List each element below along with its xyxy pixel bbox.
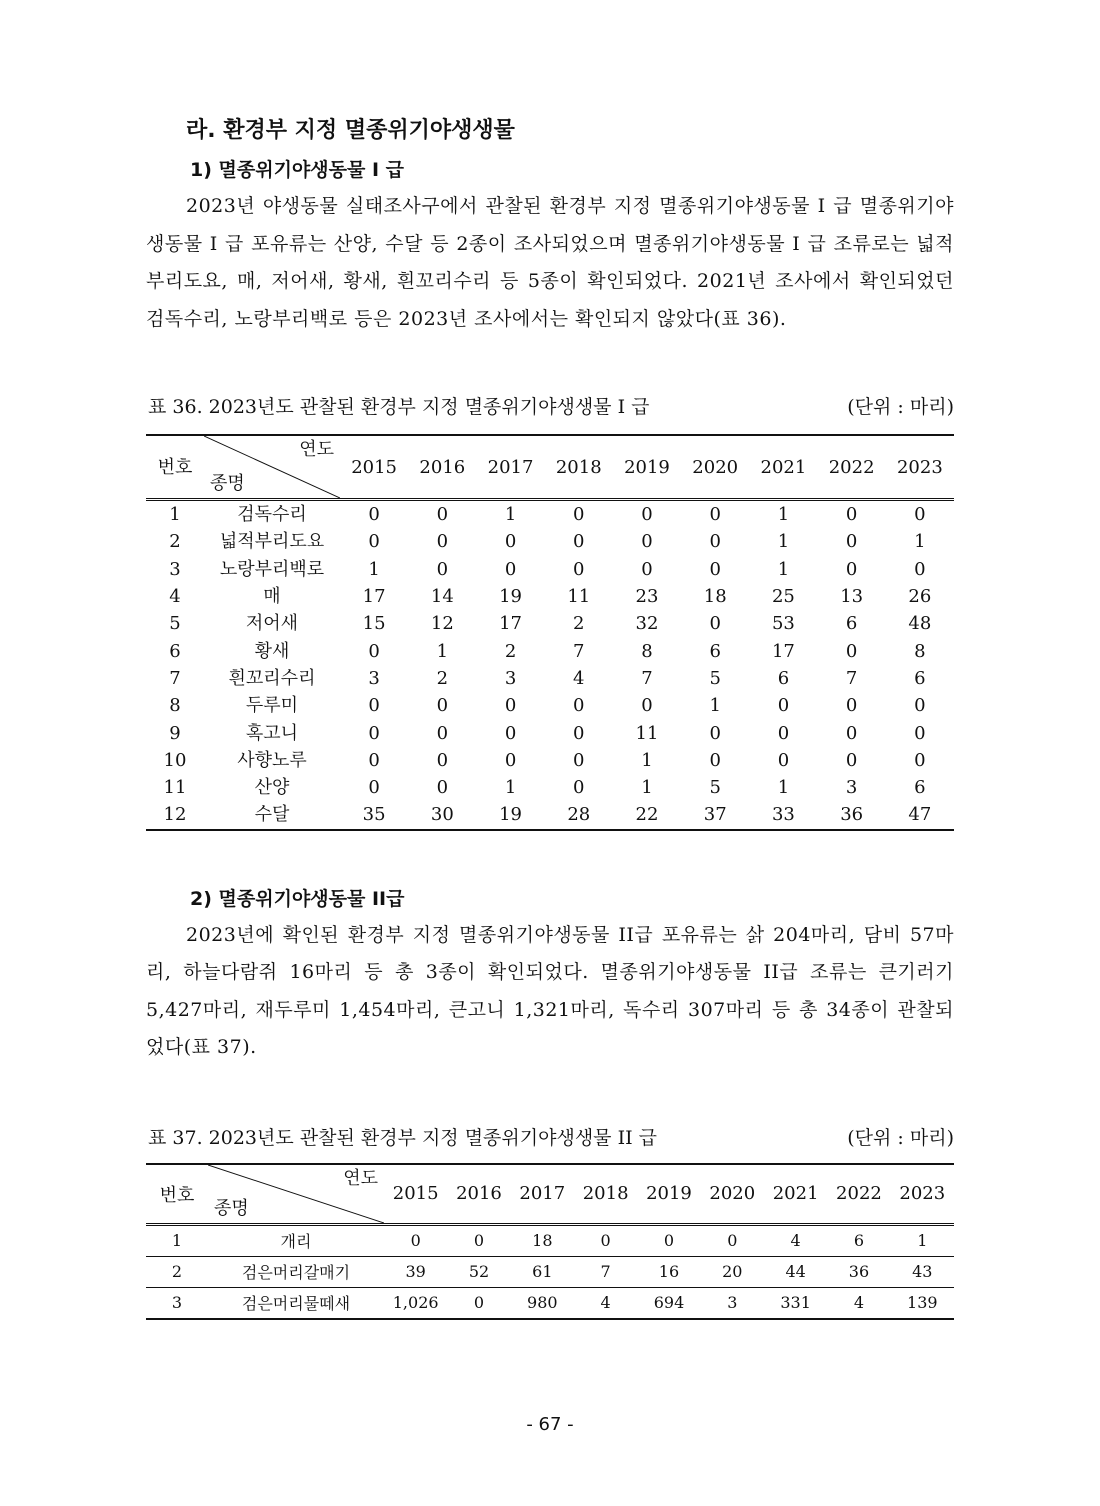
- count-cell: 0: [368, 640, 380, 662]
- count-cell: 0: [709, 558, 721, 580]
- count-cell: 3: [368, 667, 380, 689]
- count-cell: 53: [771, 613, 795, 635]
- count-cell: 1: [709, 695, 721, 717]
- table36-caption: 표 36. 2023년도 관찰된 환경부 지정 멸종위기야생생물 I 급: [148, 396, 650, 418]
- table36-col-year: 연도: [299, 439, 334, 460]
- count-cell: 20: [722, 1262, 743, 1282]
- count-cell: 52: [468, 1262, 490, 1282]
- table37-year-header: 2020: [709, 1183, 756, 1205]
- count-cell: 3: [727, 1293, 738, 1313]
- count-cell: 18: [703, 586, 727, 608]
- table-row: [146, 500, 954, 529]
- count-cell: 6: [777, 667, 790, 689]
- table36-year-header: 2017: [487, 456, 534, 478]
- count-cell: 5: [709, 777, 721, 799]
- count-cell: 6: [709, 640, 721, 662]
- count-cell: 0: [573, 504, 585, 526]
- count-cell: 4: [853, 1293, 865, 1313]
- table37-body: [146, 1224, 954, 1319]
- count-cell: 30: [430, 804, 454, 826]
- count-cell: 0: [573, 722, 585, 744]
- count-cell: 1: [777, 777, 790, 799]
- table-row: [146, 556, 954, 583]
- count-cell: 1: [504, 504, 517, 526]
- count-cell: 11: [567, 586, 591, 608]
- table-row: [146, 774, 954, 801]
- count-cell: 1: [777, 504, 790, 526]
- row-number: 12: [163, 804, 187, 826]
- table37-diagonal-header: [208, 1164, 384, 1225]
- count-cell: 980: [527, 1293, 558, 1313]
- count-cell: 0: [845, 695, 858, 717]
- table37-year-header: 2021: [772, 1183, 819, 1205]
- count-cell: 28: [567, 804, 591, 826]
- species-name: 저어새: [245, 613, 299, 635]
- count-cell: 0: [436, 777, 449, 799]
- table37-col-no: 번호: [159, 1184, 195, 1206]
- table-37: [146, 1163, 954, 1320]
- species-name: 사향노루: [237, 749, 307, 771]
- table37-unit: (단위 : 마리): [847, 1126, 954, 1149]
- species-name: 두루미: [245, 695, 299, 717]
- count-cell: 0: [504, 558, 517, 580]
- count-cell: 1,026: [392, 1293, 439, 1313]
- species-name: 수달: [254, 804, 290, 826]
- species-name: 검독수리: [237, 504, 307, 526]
- count-cell: 1: [777, 531, 790, 553]
- paragraph-2: 2023년에 확인된 환경부 지정 멸종위기야생동물 II급 포유류는 삵 204마리, 담비 57마리, 하늘다람쥐 16마리 등 총 3종이 확인되었다. 멸종위기야생동물 II급 조류는 큰기러기 5,427마리, 재두루미 1,454마리, 큰고니 1,321마리, 독수리 307마리 등 총 34종이 관찰되었다(표 37).: [146, 923, 954, 1059]
- table36-year-header: 2015: [351, 456, 398, 478]
- table-row: [146, 692, 954, 719]
- row-number: 2: [169, 531, 181, 553]
- count-cell: 2: [436, 667, 449, 689]
- count-cell: 0: [600, 1231, 611, 1251]
- count-cell: 0: [845, 640, 858, 662]
- count-cell: 0: [368, 504, 380, 526]
- table36-caption-row: [146, 390, 954, 424]
- table-row: [146, 747, 954, 774]
- table-row: [146, 719, 954, 746]
- count-cell: 0: [914, 695, 926, 717]
- table37-header-row: [146, 1164, 954, 1225]
- count-cell: 0: [914, 558, 926, 580]
- row-number: 7: [169, 667, 181, 689]
- count-cell: 18: [532, 1231, 553, 1251]
- count-cell: 0: [410, 1231, 421, 1251]
- count-cell: 0: [845, 531, 858, 553]
- count-cell: 0: [504, 695, 517, 717]
- count-cell: 6: [914, 667, 926, 689]
- table36-col-no: 번호: [157, 456, 193, 478]
- count-cell: 8: [914, 640, 926, 662]
- count-cell: 0: [845, 558, 858, 580]
- table37-year-header: 2017: [519, 1183, 566, 1205]
- count-cell: 0: [436, 531, 449, 553]
- count-cell: 0: [573, 777, 585, 799]
- count-cell: 2: [573, 613, 585, 635]
- count-cell: 0: [641, 695, 653, 717]
- count-cell: 0: [709, 749, 721, 771]
- count-cell: 0: [436, 504, 449, 526]
- count-cell: 13: [840, 586, 864, 608]
- count-cell: 1: [641, 777, 653, 799]
- count-cell: 0: [709, 531, 721, 553]
- species-name: 황새: [254, 640, 290, 662]
- table36-unit: (단위 : 마리): [847, 396, 954, 418]
- count-cell: 0: [504, 531, 517, 553]
- count-cell: 0: [473, 1231, 485, 1251]
- count-cell: 331: [780, 1293, 811, 1313]
- count-cell: 0: [473, 1293, 485, 1313]
- count-cell: 0: [709, 613, 721, 635]
- count-cell: 43: [912, 1262, 933, 1282]
- count-cell: 4: [573, 667, 585, 689]
- table-row: [146, 665, 954, 692]
- table36-col-species: 종명: [210, 473, 245, 494]
- count-cell: 35: [362, 804, 386, 826]
- table37-year-header: 2015: [392, 1183, 439, 1205]
- table-row: [146, 801, 954, 829]
- table37-caption: 표 37. 2023년도 관찰된 환경부 지정 멸종위기야생생물 II 급: [148, 1126, 657, 1149]
- count-cell: 44: [785, 1262, 806, 1282]
- count-cell: 3: [504, 667, 517, 689]
- table-row: [146, 1256, 954, 1287]
- table36-year-header: 2019: [624, 456, 670, 478]
- table36-year-header: 2018: [555, 456, 602, 478]
- count-cell: 0: [914, 504, 926, 526]
- count-cell: 0: [727, 1231, 738, 1251]
- count-cell: 0: [845, 749, 858, 771]
- count-cell: 7: [845, 667, 858, 689]
- count-cell: 0: [914, 722, 926, 744]
- row-number: 3: [169, 558, 181, 580]
- count-cell: 0: [368, 777, 380, 799]
- count-cell: 61: [532, 1262, 553, 1282]
- species-name: 넓적부리도요: [219, 531, 325, 553]
- table37-year-header: 2022: [836, 1183, 882, 1205]
- table36-header-row: [146, 435, 954, 500]
- row-number: 2: [171, 1262, 183, 1282]
- row-number: 11: [163, 777, 187, 799]
- count-cell: 0: [845, 722, 858, 744]
- count-cell: 19: [499, 804, 522, 826]
- species-name: 검은머리물떼새: [241, 1294, 351, 1314]
- count-cell: 0: [777, 695, 790, 717]
- table36-year-header: 2023: [896, 456, 943, 478]
- count-cell: 1: [436, 640, 449, 662]
- count-cell: 17: [362, 586, 386, 608]
- count-cell: 1: [641, 749, 653, 771]
- species-name: 흰꼬리수리: [228, 667, 316, 689]
- count-cell: 12: [430, 613, 454, 635]
- subsection-title-2: 2) 멸종위기야생동물 II급: [190, 887, 405, 910]
- count-cell: 7: [600, 1262, 611, 1282]
- table37-year-header: 2016: [456, 1183, 502, 1205]
- count-cell: 0: [436, 558, 449, 580]
- count-cell: 1: [368, 558, 380, 580]
- table36-year-header: 2020: [692, 456, 739, 478]
- table36-year-header: 2022: [828, 456, 875, 478]
- paragraph-1: 2023년 야생동물 실태조사구에서 관찰된 환경부 지정 멸종위기야생동물 I 급 멸종위기야생동물 I 급 포유류는 산양, 수달 등 2종이 조사되었으며 멸종위기야생동물 I 급 조류로는 넓적부리도요, 매, 저어새, 황새, 흰꼬리수리 등 5종이 확인되었다. 2021년 조사에서 확인되었던 검독수리, 노랑부리백로 등은 2023년 조사에서는 확인되지 않았다(표 36).: [146, 195, 954, 330]
- count-cell: 36: [848, 1262, 870, 1282]
- count-cell: 0: [504, 749, 517, 771]
- document-page: [146, 110, 954, 1320]
- table37-col-species: 종명: [214, 1197, 249, 1219]
- count-cell: 0: [573, 531, 585, 553]
- table37-col-year: 연도: [343, 1167, 378, 1189]
- count-cell: 1: [504, 777, 517, 799]
- table37-year-header: 2019: [646, 1183, 692, 1205]
- table36-year-header: 2021: [760, 456, 807, 478]
- count-cell: 0: [573, 749, 585, 771]
- count-cell: 0: [573, 558, 585, 580]
- row-number: 5: [169, 613, 181, 635]
- count-cell: 8: [641, 640, 653, 662]
- count-cell: 47: [908, 804, 932, 826]
- count-cell: 19: [499, 586, 522, 608]
- table-row: [146, 1287, 954, 1319]
- count-cell: 0: [436, 722, 449, 744]
- table-row: [146, 610, 954, 637]
- count-cell: 0: [641, 504, 653, 526]
- count-cell: 6: [845, 613, 858, 635]
- count-cell: 694: [653, 1293, 685, 1313]
- count-cell: 0: [368, 531, 380, 553]
- table36-body: [146, 500, 954, 830]
- table36-year-header: 2016: [419, 456, 466, 478]
- row-number: 1: [169, 504, 181, 526]
- subsection-title-1: 1) 멸종위기야생동물 I 급: [190, 159, 405, 181]
- species-name: 노랑부리백로: [219, 558, 325, 580]
- count-cell: 0: [368, 749, 380, 771]
- table36-diagonal-header: [204, 435, 340, 500]
- species-name: 개리: [280, 1232, 312, 1252]
- count-cell: 6: [914, 777, 926, 799]
- table-row: [146, 1224, 954, 1256]
- count-cell: 7: [641, 667, 653, 689]
- count-cell: 6: [853, 1231, 865, 1251]
- count-cell: 1: [777, 558, 790, 580]
- count-cell: 3: [845, 777, 858, 799]
- count-cell: 0: [709, 722, 721, 744]
- count-cell: 25: [771, 586, 795, 608]
- count-cell: 139: [907, 1293, 938, 1313]
- table-row: [146, 583, 954, 610]
- count-cell: 4: [600, 1293, 611, 1313]
- page-number: - 67 -: [526, 1414, 574, 1435]
- count-cell: 0: [504, 722, 517, 744]
- count-cell: 1: [914, 531, 926, 553]
- count-cell: 0: [436, 695, 449, 717]
- count-cell: 14: [430, 586, 454, 608]
- count-cell: 17: [499, 613, 522, 635]
- count-cell: 0: [641, 531, 653, 553]
- count-cell: 5: [709, 667, 721, 689]
- count-cell: 0: [641, 558, 653, 580]
- count-cell: 0: [573, 695, 585, 717]
- count-cell: 11: [635, 722, 659, 744]
- row-number: 8: [169, 695, 181, 717]
- species-name: 매: [263, 586, 281, 608]
- table-row: [146, 528, 954, 555]
- species-name: 산양: [254, 777, 290, 799]
- row-number: 6: [169, 640, 181, 662]
- table-row: [146, 637, 954, 664]
- count-cell: 4: [790, 1231, 801, 1251]
- count-cell: 15: [362, 613, 386, 635]
- count-cell: 0: [368, 695, 380, 717]
- count-cell: 32: [635, 613, 659, 635]
- count-cell: 2: [504, 640, 517, 662]
- count-cell: 0: [914, 749, 926, 771]
- count-cell: 39: [405, 1262, 426, 1282]
- count-cell: 0: [368, 722, 380, 744]
- count-cell: 0: [709, 504, 721, 526]
- row-number: 10: [163, 749, 187, 771]
- row-number: 1: [171, 1231, 183, 1251]
- section-title: 라. 환경부 지정 멸종위기야생생물: [186, 118, 515, 143]
- table37-year-header: 2023: [899, 1183, 946, 1205]
- count-cell: 16: [658, 1262, 680, 1282]
- count-cell: 17: [771, 640, 795, 662]
- count-cell: 0: [663, 1231, 675, 1251]
- table37-caption-row: [146, 1121, 954, 1155]
- count-cell: 0: [845, 504, 858, 526]
- row-number: 3: [171, 1293, 183, 1313]
- species-name: 혹고니: [245, 722, 299, 744]
- table37-year-header: 2018: [582, 1183, 629, 1205]
- count-cell: 7: [573, 640, 585, 662]
- count-cell: 26: [908, 586, 932, 608]
- count-cell: 0: [777, 722, 790, 744]
- count-cell: 0: [436, 749, 449, 771]
- count-cell: 23: [635, 586, 659, 608]
- count-cell: 37: [703, 804, 727, 826]
- count-cell: 0: [777, 749, 790, 771]
- row-number: 4: [169, 586, 181, 608]
- count-cell: 22: [635, 804, 659, 826]
- count-cell: 1: [917, 1231, 928, 1251]
- row-number: 9: [169, 722, 181, 744]
- count-cell: 33: [771, 804, 795, 826]
- table-36: [146, 434, 954, 831]
- species-name: 검은머리갈매기: [241, 1263, 351, 1283]
- count-cell: 48: [908, 613, 932, 635]
- count-cell: 36: [840, 804, 864, 826]
